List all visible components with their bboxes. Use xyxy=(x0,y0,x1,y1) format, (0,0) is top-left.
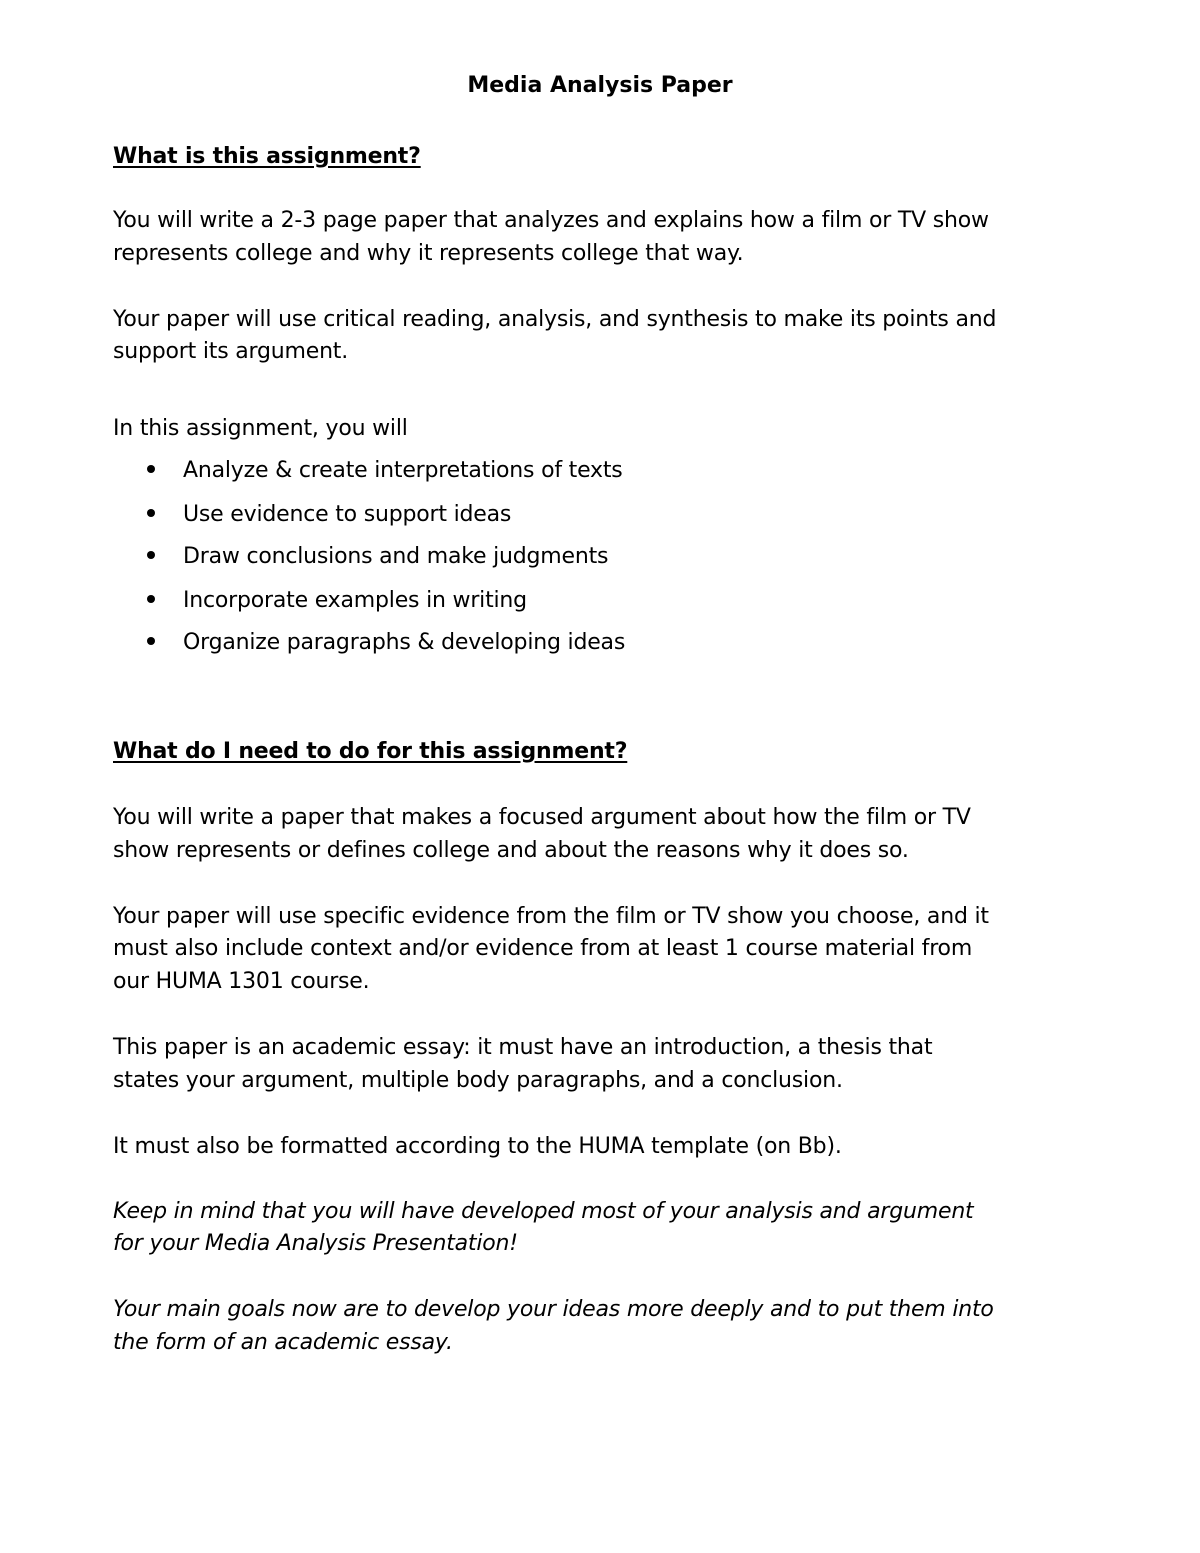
bullet-icon xyxy=(147,465,155,473)
bullet-icon xyxy=(147,637,155,645)
paragraph-line: This paper is an academic essay: it must have an introduction, a thesis that xyxy=(113,1035,933,1060)
list-item-text: Use evidence to support ideas xyxy=(183,502,512,527)
page-title: Media Analysis Paper xyxy=(467,73,733,98)
paragraph-line: It must also be formatted according to the HUMA template (on Bb). xyxy=(113,1134,842,1159)
list-item-text: Organize paragraphs & developing ideas xyxy=(183,630,626,655)
list-item-text: Draw conclusions and make judgments xyxy=(183,544,609,569)
paragraph-line: must also include context and/or evidence from at least 1 course material from xyxy=(113,936,973,961)
section-heading-what-is: What is this assignment? xyxy=(113,144,421,169)
list-intro: In this assignment, you will xyxy=(113,416,408,441)
paragraph-line: states your argument, multiple body paragraphs, and a conclusion. xyxy=(113,1068,843,1093)
paragraph-line: Your paper will use specific evidence from the film or TV show you choose, and it xyxy=(113,904,989,929)
paragraph-line: Your paper will use critical reading, analysis, and synthesis to make its points and xyxy=(113,307,997,332)
bullet-icon xyxy=(147,595,155,603)
bullet-icon xyxy=(147,551,155,559)
paragraph-line: support its argument. xyxy=(113,339,349,364)
paragraph-line: show represents or defines college and about the reasons why it does so. xyxy=(113,838,909,863)
list-item xyxy=(147,627,625,659)
section-heading-what-do-i-need: What do I need to do for this assignment? xyxy=(113,739,628,764)
bullet-icon xyxy=(147,509,155,517)
list-item-text: Incorporate examples in writing xyxy=(183,588,527,613)
italic-paragraph-line: the form of an academic essay. xyxy=(113,1330,453,1355)
italic-paragraph-line: Keep in mind that you will have developed most of your analysis and argument xyxy=(113,1199,974,1224)
list-item xyxy=(147,541,608,573)
italic-paragraph-line: Your main goals now are to develop your ideas more deeply and to put them into xyxy=(113,1297,994,1322)
paragraph-line: represents college and why it represents college that way. xyxy=(113,241,744,266)
italic-paragraph-line: for your Media Analysis Presentation! xyxy=(113,1231,518,1256)
list-item-text: Analyze & create interpretations of texts xyxy=(183,458,623,483)
list-item xyxy=(147,455,623,487)
paragraph-line: our HUMA 1301 course. xyxy=(113,969,370,994)
list-item xyxy=(147,499,511,531)
paragraph-line: You will write a paper that makes a focused argument about how the film or TV xyxy=(113,805,971,830)
paragraph-line: You will write a 2-3 page paper that analyzes and explains how a film or TV show xyxy=(113,208,989,233)
list-item xyxy=(147,585,527,617)
